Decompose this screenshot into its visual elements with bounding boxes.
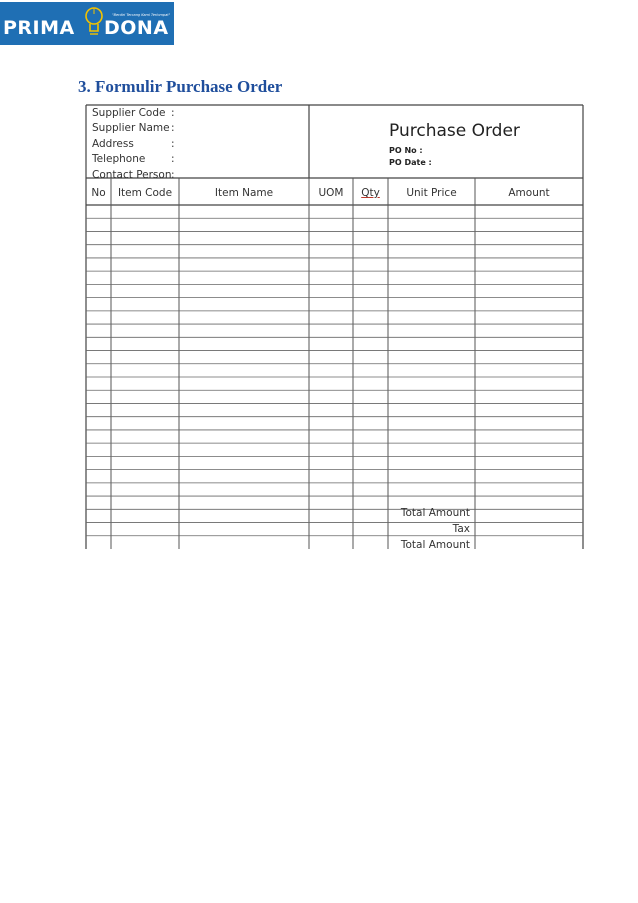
- column-header: Item Code: [117, 187, 173, 199]
- tax-label: Tax: [452, 523, 470, 535]
- column-header: UOM: [318, 187, 344, 199]
- column-header: Item Name: [214, 187, 274, 199]
- supplier-field-label: Telephone: [92, 153, 146, 166]
- supplier-field-colon: :: [171, 107, 175, 119]
- grand-total-label: Total Amount: [400, 539, 470, 551]
- supplier-field-colon: :: [171, 153, 175, 166]
- supplier-field-label: Contact Person: [92, 168, 172, 181]
- column-header: Amount: [508, 187, 550, 199]
- po-date-label: PO Date :: [389, 158, 432, 167]
- lightbulb-icon: [84, 5, 104, 43]
- supplier-field-colon: :: [171, 122, 175, 135]
- supplier-field-label: Supplier Name: [92, 122, 170, 135]
- column-header: No: [91, 187, 106, 199]
- section-heading: 3. Formulir Purchase Order: [78, 77, 283, 96]
- primadona-logo: [0, 2, 174, 45]
- po-meta: [389, 145, 432, 169]
- logo-tagline: "Berdiri Tercang Kami Terlompat": [112, 13, 171, 17]
- logo-text-prima: PRIMA: [3, 17, 75, 39]
- form-title: Purchase Order: [389, 121, 520, 141]
- supplier-field-colon: :: [171, 168, 175, 181]
- total-amount-label: Total Amount: [400, 507, 470, 519]
- column-header: Unit Price: [406, 187, 457, 199]
- supplier-field-colon: :: [171, 137, 175, 150]
- po-number-label: PO No :: [389, 146, 423, 155]
- logo-text-dona: DONA: [104, 17, 169, 39]
- supplier-field-label: Address: [92, 137, 134, 150]
- supplier-field-label: Supplier Code: [92, 107, 166, 119]
- column-header: Qty: [361, 187, 380, 199]
- purchase-order-form: [83, 102, 586, 549]
